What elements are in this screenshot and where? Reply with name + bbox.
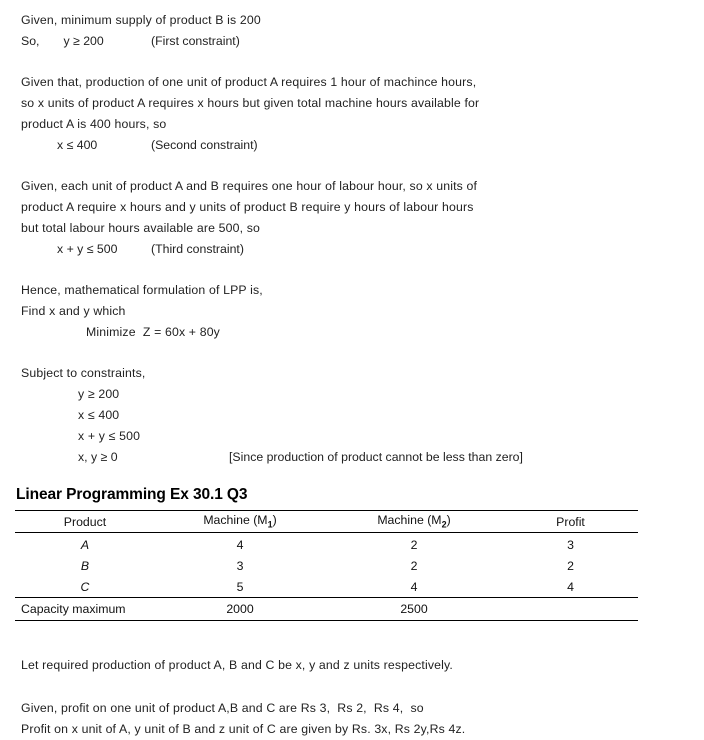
header-machine-2-close: ) — [446, 513, 451, 528]
line-machine-hours-3: product A is 400 hours, so — [21, 117, 167, 131]
constraint-item-1: y ≥ 200 — [78, 387, 120, 401]
nonnegativity-note: [Since production of product cannot be less than zero] — [229, 450, 523, 464]
cell-product: B — [80, 558, 90, 573]
line-labour-hours-2: product A require x hours and y units of product B require y hours of labour hours — [21, 200, 474, 214]
table-capacity-row — [15, 598, 638, 621]
cell-product: C — [80, 579, 90, 594]
cell-capacity-label: Capacity maximum — [15, 598, 155, 621]
line-given-min-supply: Given, minimum supply of product B is 200 — [21, 13, 261, 27]
third-constraint-note: (Third constraint) — [151, 242, 244, 256]
cell-capacity-machine-1: 2000 — [155, 598, 325, 621]
cell-profit: 3 — [567, 537, 574, 552]
cell-product: A — [80, 537, 90, 552]
line-given-profit: Given, profit on one unit of product A,B and C are Rs 3, Rs 2, Rs 4, so — [21, 701, 424, 715]
cell-profit: 2 — [567, 558, 574, 573]
first-constraint-note: (First constraint) — [151, 34, 240, 48]
header-machine-2-subscript: 2 — [441, 519, 447, 530]
section-heading-q3: Linear Programming Ex 30.1 Q3 — [16, 486, 248, 503]
constraint-expr-2: x ≤ 400 — [57, 138, 98, 152]
line-labour-hours-1: Given, each unit of product A and B requires one hour of labour hour, so x units of — [21, 179, 478, 193]
paragraph-second-constraint — [0, 72, 704, 156]
spacer — [0, 260, 704, 280]
line-second-constraint — [21, 135, 704, 156]
header-machine-1-close: ) — [272, 513, 277, 528]
table-row — [15, 533, 638, 556]
header-product: Product — [15, 511, 155, 533]
second-constraint-note: (Second constraint) — [151, 138, 258, 152]
cell-machine-1: 5 — [236, 579, 244, 594]
cell-capacity-machine-2: 2500 — [325, 598, 503, 621]
cell-profit: 4 — [567, 579, 574, 594]
so-label: So, — [21, 34, 40, 48]
objective-function: Minimize Z = 60x + 80y — [86, 325, 220, 339]
table-row — [15, 576, 638, 598]
constraint-expr-3: x + y ≤ 500 — [57, 242, 118, 256]
header-machine-1 — [155, 511, 325, 533]
line-machine-hours-1: Given that, production of one unit of product A requires 1 hour of machince hours, — [21, 75, 477, 89]
spacer — [0, 52, 704, 72]
line-labour-hours-3: but total labour hours available are 500, so — [21, 221, 261, 235]
cell-machine-2: 2 — [410, 537, 418, 552]
subject-to-heading: Subject to constraints, — [21, 366, 146, 380]
table-row — [15, 555, 638, 576]
cell-machine-1: 3 — [236, 558, 244, 573]
cell-machine-2: 2 — [410, 558, 418, 573]
spacer — [21, 676, 704, 698]
line-profit-expression: Profit on x unit of A, y unit of B and z unit of C are given by Rs. 3x, Rs 2y,Rs 4z. — [21, 722, 466, 736]
line-hence-formulation: Hence, mathematical formulation of LPP is, — [21, 283, 263, 297]
paragraph-first-constraint — [0, 10, 704, 52]
line-third-constraint — [21, 239, 704, 260]
spacer — [0, 621, 704, 655]
product-machine-table-wrapper — [15, 510, 638, 621]
line-machine-hours-2: so x units of product A requires x hours but given total machine hours available for — [21, 96, 480, 110]
header-machine-1-subscript: 1 — [267, 519, 273, 530]
spacer — [0, 156, 704, 176]
constraint-item-2: x ≤ 400 — [78, 408, 120, 422]
header-machine-2-text: Machine (M — [377, 513, 442, 528]
tail-prose — [0, 655, 704, 740]
constraint-expr-1: y ≥ 200 — [63, 34, 104, 48]
cell-machine-1: 4 — [236, 537, 244, 552]
line-first-constraint — [21, 31, 704, 52]
constraint-item-4: x, y ≥ 0 — [78, 450, 118, 464]
first-constraint-expression — [21, 31, 151, 52]
cell-capacity-profit — [503, 598, 638, 621]
spacer — [0, 343, 704, 363]
cell-machine-2: 4 — [410, 579, 418, 594]
header-profit: Profit — [503, 511, 638, 533]
line-find-xy: Find x and y which — [21, 304, 126, 318]
product-machine-table — [15, 510, 638, 621]
paragraph-constraints-list — [0, 363, 704, 468]
header-machine-1-text: Machine (M — [203, 513, 268, 528]
line-let-required-production: Let required production of product A, B and C be x, y and z units respectively. — [21, 658, 454, 672]
constraint-item-4-row — [21, 447, 704, 468]
paragraph-third-constraint — [0, 176, 704, 260]
header-machine-2 — [325, 511, 503, 533]
paragraph-lpp-formulation — [0, 280, 704, 343]
constraint-item-3: x + y ≤ 500 — [78, 429, 141, 443]
table-header-row — [15, 511, 638, 533]
